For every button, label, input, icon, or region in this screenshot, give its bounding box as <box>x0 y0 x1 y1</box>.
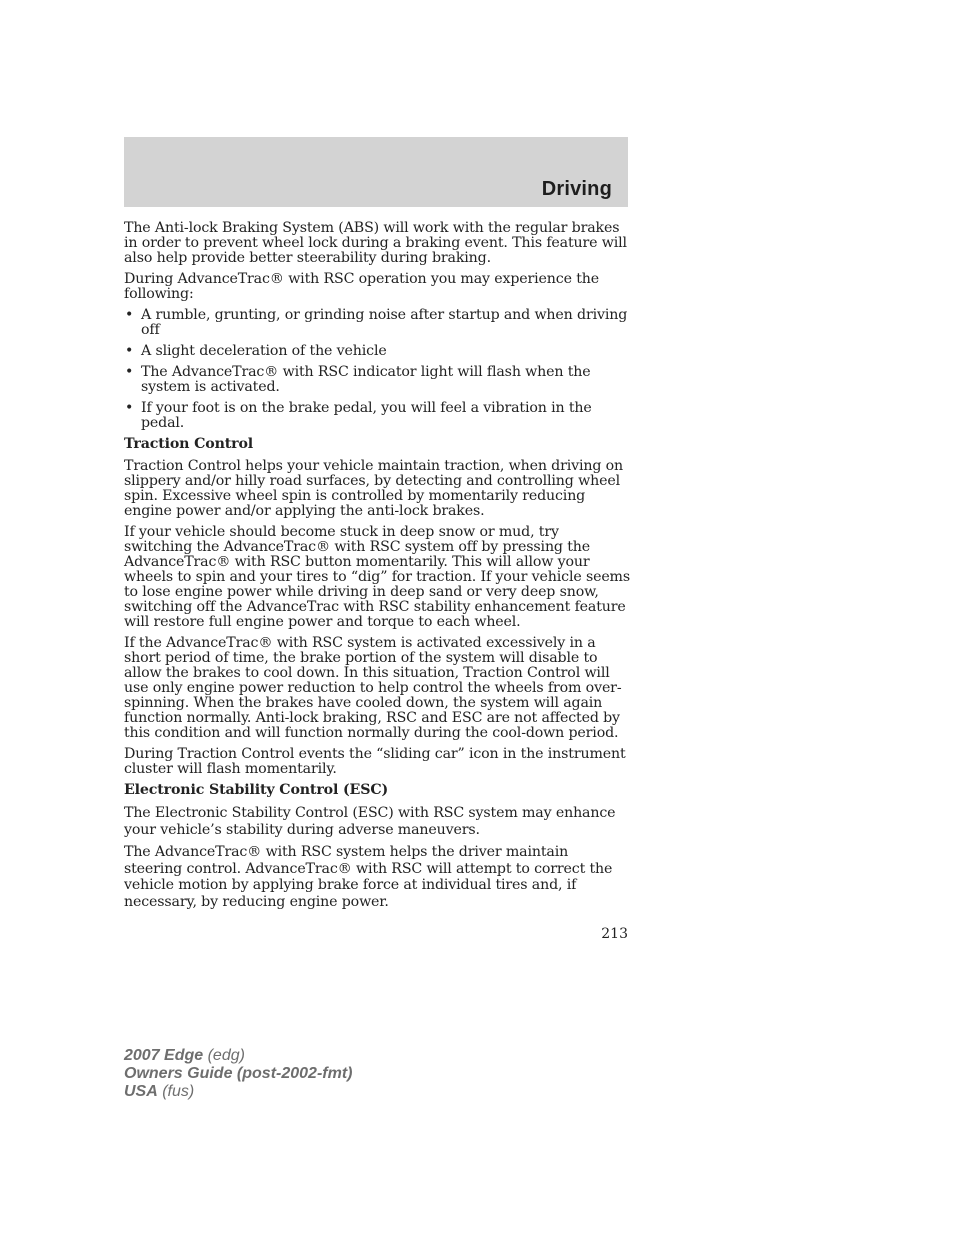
bullet-icon: • <box>125 400 134 416</box>
bullet-icon: • <box>125 364 134 380</box>
document-footer <box>124 1047 352 1101</box>
symptom-list <box>124 308 630 431</box>
traction-control-heading: Traction Control <box>124 436 254 452</box>
bullet-icon: • <box>125 307 134 323</box>
page-number: 213 <box>601 926 628 942</box>
list-item <box>124 365 630 395</box>
page-body <box>124 221 630 916</box>
esc-paragraph-1: The Electronic Stability Control (ESC) with RSC system may enhance your vehicle’s stability during adverse maneuvers. <box>124 805 616 838</box>
list-item <box>124 401 630 431</box>
footer-line-model: 2007 Edge (edg) <box>124 1047 245 1064</box>
list-item-text: A slight deceleration of the vehicle <box>141 343 387 359</box>
footer-line-market: USA (fus) <box>124 1083 195 1100</box>
esc-heading: Electronic Stability Control (ESC) <box>124 782 389 798</box>
esc-paragraph-2: The AdvanceTrac® with RSC system helps the driver maintain steering control. AdvanceTrac® with RSC will attempt to correct the vehicle motion by applying brake force at individual tires and, if necessary, by reducing engine power. <box>124 844 613 910</box>
traction-control-paragraph-4: During Traction Control events the “sliding car” icon in the instrument cluster will flash momentarily. <box>124 746 626 777</box>
advancetrac-intro-paragraph: During AdvanceTrac® with RSC operation you may experience the following: <box>124 271 599 302</box>
traction-control-paragraph-3: If the AdvanceTrac® with RSC system is activated excessively in a short period of time, the brake portion of the system will disable to allow the brakes to cool down. In this situation, Traction Control will use only engine power reduction to help control the wheels from over-spinning. When the brakes have cooled down, the system will again function normally. Anti-lock braking, RSC and ESC are not affected by this condition and will function normally during the cool-down period. <box>124 635 622 741</box>
section-header-band <box>124 137 628 207</box>
list-item <box>124 344 630 359</box>
traction-control-paragraph-2: If your vehicle should become stuck in deep snow or mud, try switching the AdvanceTrac® with RSC system off by pressing the AdvanceTrac® with RSC button momentarily. This will allow your wheels to spin and your tires to “dig” for traction. If your vehicle seems to lose engine power while driving in deep sand or very deep snow, switching off the AdvanceTrac with RSC stability enhancement feature will restore full engine power and torque to each wheel. <box>124 524 630 630</box>
abs-paragraph: The Anti-lock Braking System (ABS) will work with the regular brakes in order to prevent wheel lock during a braking event. This feature will also help provide better steerability during braking. <box>124 220 627 266</box>
list-item-text: A rumble, grunting, or grinding noise after startup and when driving off <box>141 307 628 338</box>
list-item-text: The AdvanceTrac® with RSC indicator light will flash when the system is activated. <box>141 364 591 395</box>
section-title: Driving <box>541 178 612 200</box>
footer-line-guide: Owners Guide (post-2002-fmt) <box>124 1065 353 1082</box>
traction-control-paragraph-1: Traction Control helps your vehicle maintain traction, when driving on slippery and/or hilly road surfaces, by detecting and controlling wheel spin. Excessive wheel spin is controlled by momentarily reducing engine power and/or applying the anti-lock brakes. <box>124 458 624 519</box>
list-item <box>124 308 630 338</box>
bullet-icon: • <box>125 343 134 359</box>
list-item-text: If your foot is on the brake pedal, you will feel a vibration in the pedal. <box>141 400 592 431</box>
